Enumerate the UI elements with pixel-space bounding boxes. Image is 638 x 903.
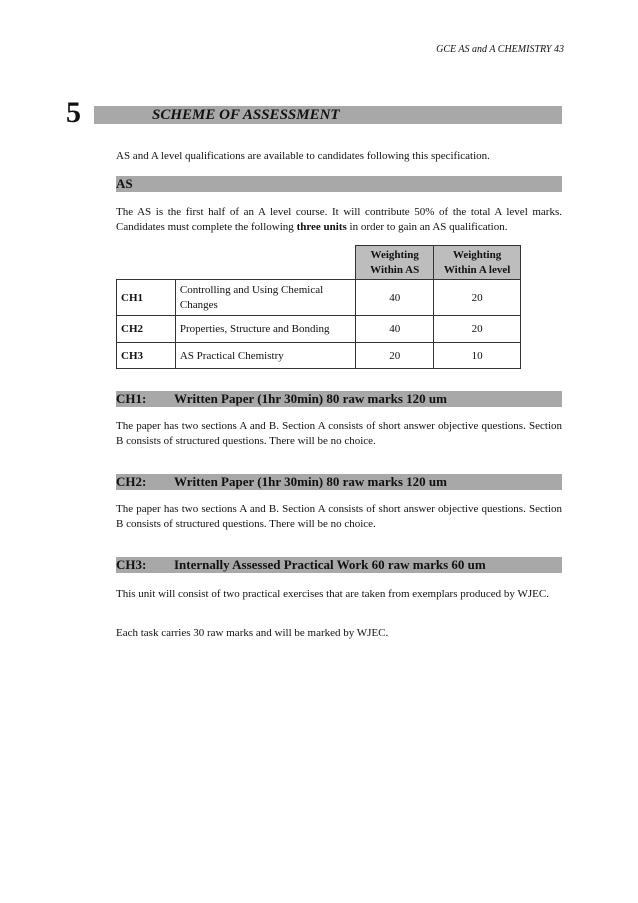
weighting-a-level-header: Weighting Within A level (434, 246, 521, 280)
table-row (117, 280, 521, 316)
table-header-blank (175, 246, 355, 280)
as-heading: AS (116, 176, 133, 191)
unit-code: CH1 (117, 280, 176, 316)
table-header-blank (117, 246, 176, 280)
ch3-heading (116, 557, 486, 573)
ch2-title: Written Paper (1hr 30min) 80 raw marks 120 um (174, 474, 447, 489)
ch1-description: The paper has two sections A and B. Section A consists of short answer objective questions. Section B consists of structured questions. There will be no choice. (116, 420, 562, 447)
table-header-row (117, 246, 521, 280)
table-row (117, 316, 521, 343)
as-paragraph-text-end: in order to gain an AS qualification. (346, 221, 508, 233)
unit-title: AS Practical Chemistry (175, 343, 355, 369)
intro-paragraph: AS and A level qualifications are available to candidates following this specification. (116, 150, 490, 162)
as-paragraph (116, 205, 562, 235)
ch1-title: Written Paper (1hr 30min) 80 raw marks 120 um (174, 391, 447, 406)
weighting-a-level: 20 (434, 316, 521, 343)
as-heading-bar (116, 176, 562, 192)
weighting-a-level: 10 (434, 343, 521, 369)
weighting-as: 20 (356, 343, 434, 369)
ch3-marking-note: Each task carries 30 raw marks and will be marked by WJEC. (116, 627, 389, 639)
ch2-heading (116, 474, 447, 490)
ch3-description: This unit will consist of two practical exercises that are taken from exemplars produced by WJEC. (116, 588, 549, 600)
unit-code: CH2 (117, 316, 176, 343)
ch2-code: CH2: (116, 474, 147, 489)
ch1-code: CH1: (116, 391, 147, 406)
ch1-heading (116, 391, 447, 407)
ch2-description: The paper has two sections A and B. Section A consists of short answer objective questions. Section B consists of structured questions. There will be no choice. (116, 503, 562, 530)
weighting-as-header: Weighting Within AS (356, 246, 434, 280)
ch3-code: CH3: (116, 557, 147, 572)
as-paragraph-emphasis: three units (296, 221, 347, 233)
weighting-as: 40 (356, 316, 434, 343)
unit-title: Controlling and Using Chemical Changes (175, 280, 355, 316)
as-paragraph-text: The AS is the first half of an A level course. It will contribute 50% of the total A level marks. Candidates must complete the following (116, 206, 562, 233)
weighting-as: 40 (356, 280, 434, 316)
table-row (117, 343, 521, 369)
section-title: SCHEME OF ASSESSMENT (152, 107, 340, 123)
page-header: GCE AS and A CHEMISTRY 43 (436, 44, 564, 55)
units-table (116, 245, 521, 369)
unit-title: Properties, Structure and Bonding (175, 316, 355, 343)
unit-code: CH3 (117, 343, 176, 369)
section-number: 5 (66, 96, 81, 129)
ch3-title: Internally Assessed Practical Work 60 raw marks 60 um (174, 557, 486, 572)
weighting-a-level: 20 (434, 280, 521, 316)
